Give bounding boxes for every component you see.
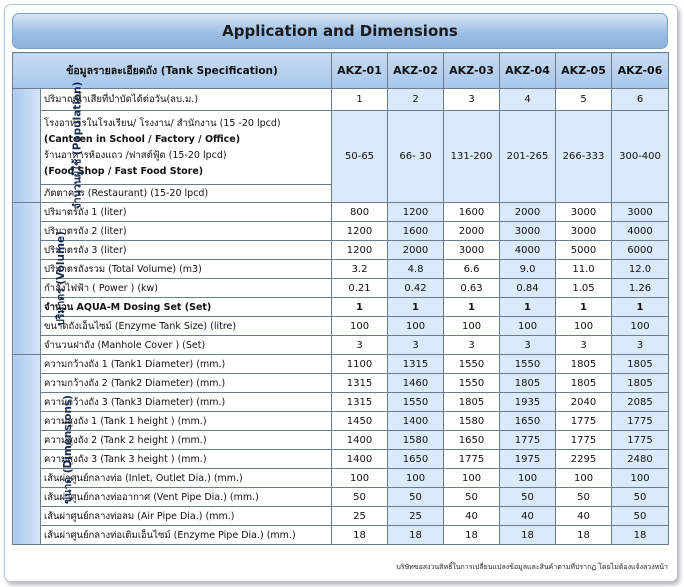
cell-value: 1600 xyxy=(388,222,444,241)
cell-value: 100 xyxy=(500,317,556,336)
cell-value: 12.0 xyxy=(612,260,669,279)
cell-value: 18 xyxy=(388,526,444,545)
table-row xyxy=(13,355,669,374)
row-label: ความกว้างถัง 2 (Tank2 Diameter) (mm.) xyxy=(41,374,332,393)
table-row xyxy=(13,298,669,317)
cell-value: 9.0 xyxy=(500,260,556,279)
cell-value: 1650 xyxy=(500,412,556,431)
row-label: ความสูงถัง 1 (Tank 1 height ) (mm.) xyxy=(41,412,332,431)
group-label: ขนาด (Dimensions) xyxy=(61,395,74,504)
cell-value: 1.05 xyxy=(556,279,612,298)
row-label: เส้นผ่าศูนย์กลางท่อเติมเอ็นไซม์ (Enzyme Pipe Dia.) (mm.) xyxy=(41,526,332,545)
cell-value: 3000 xyxy=(612,203,669,222)
cell-value: 1580 xyxy=(388,431,444,450)
cell-value: 5 xyxy=(556,89,612,111)
cell-value: 3 xyxy=(332,336,388,355)
cell-value: 1650 xyxy=(388,450,444,469)
table-row xyxy=(13,111,669,185)
cell-value: 1 xyxy=(444,298,500,317)
cell-value: 1805 xyxy=(612,374,669,393)
table-row xyxy=(13,393,669,412)
row-label: ขนาดถังเอ็นไซม์ (Enzyme Tank Size) (litre) xyxy=(41,317,332,336)
cell-value: 1400 xyxy=(388,412,444,431)
cell-value: 4 xyxy=(500,89,556,111)
cell-value: 5000 xyxy=(556,241,612,260)
cell-value: 6000 xyxy=(612,241,669,260)
cell-value: 3000 xyxy=(444,241,500,260)
cell-value: 2480 xyxy=(612,450,669,469)
row-label: เส้นผ่าศูนย์กลางท่อ (Inlet, Outlet Dia.) (mm.) xyxy=(41,469,332,488)
cell-value: 3 xyxy=(444,89,500,111)
model-header: AKZ-03 xyxy=(444,53,500,89)
cell-value: 50-65 xyxy=(332,111,388,203)
cell-value: 100 xyxy=(332,469,388,488)
cell-value: 50 xyxy=(556,488,612,507)
cell-value: 50 xyxy=(388,488,444,507)
cell-value: 1550 xyxy=(444,374,500,393)
model-header: AKZ-05 xyxy=(556,53,612,89)
cell-value: 3 xyxy=(444,336,500,355)
table-row xyxy=(13,317,669,336)
table-row xyxy=(13,203,669,222)
cell-value: 0.21 xyxy=(332,279,388,298)
row-label: ปริมาตรถัง 2 (liter) xyxy=(41,222,332,241)
cell-value: 0.42 xyxy=(388,279,444,298)
table-row xyxy=(13,507,669,526)
cell-value: 1775 xyxy=(612,431,669,450)
cell-value: 1580 xyxy=(444,412,500,431)
model-header: AKZ-04 xyxy=(500,53,556,89)
row-label: ความสูงถัง 3 (Tank 3 height ) (mm.) xyxy=(41,450,332,469)
model-header: AKZ-06 xyxy=(612,53,669,89)
table-row xyxy=(13,431,669,450)
cell-value: 100 xyxy=(556,317,612,336)
cell-value: 3.2 xyxy=(332,260,388,279)
cell-value: 100 xyxy=(388,469,444,488)
cell-value: 3000 xyxy=(556,203,612,222)
cell-value: 1 xyxy=(500,298,556,317)
cell-value: 6.6 xyxy=(444,260,500,279)
cell-value: 1775 xyxy=(556,431,612,450)
table-row xyxy=(13,469,669,488)
cell-value: 1775 xyxy=(500,431,556,450)
row-label: กำลังไฟฟ้า ( Power ) (kw) xyxy=(41,279,332,298)
cell-value: 0.84 xyxy=(500,279,556,298)
table-row xyxy=(13,260,669,279)
cell-value: 1775 xyxy=(444,450,500,469)
cell-value: 1 xyxy=(612,298,669,317)
row-label: ความกว้างถัง 1 (Tank1 Diameter) (mm.) xyxy=(41,355,332,374)
cell-value: 18 xyxy=(612,526,669,545)
cell-value: 1315 xyxy=(332,374,388,393)
cell-value: 1 xyxy=(556,298,612,317)
cell-value: 1400 xyxy=(332,450,388,469)
cell-value: 1 xyxy=(332,298,388,317)
cell-value: 800 xyxy=(332,203,388,222)
cell-value: 3 xyxy=(556,336,612,355)
cell-value: 50 xyxy=(332,488,388,507)
cell-value: 50 xyxy=(444,488,500,507)
cell-value: 0.63 xyxy=(444,279,500,298)
model-header: AKZ-01 xyxy=(332,53,388,89)
cell-value: 2295 xyxy=(556,450,612,469)
group-label: ปริมาตร (Volume) xyxy=(54,231,67,326)
cell-value: 1600 xyxy=(444,203,500,222)
cell-value: 201-265 xyxy=(500,111,556,203)
footer-note: บริษัทขอสงวนสิทธิ์ในการเปลี่ยนแปลงข้อมูลและสินค้าตามที่ปรากฏ โดยไม่ต้องแจ้งล่วงหน้า xyxy=(396,563,668,571)
cell-value: 1200 xyxy=(388,203,444,222)
cell-value: 4.8 xyxy=(388,260,444,279)
row-label: เส้นผ่าศูนย์กลางท่อลม (Air Pipe Dia.) (mm.) xyxy=(41,507,332,526)
table-row xyxy=(13,374,669,393)
cell-value: 2 xyxy=(388,89,444,111)
cell-value: 1400 xyxy=(332,431,388,450)
spec-header: ข้อมูลรายละเอียดถัง (Tank Specification) xyxy=(13,53,332,89)
cell-value: 18 xyxy=(332,526,388,545)
cell-value: 1550 xyxy=(444,355,500,374)
row-label: ปริมาตรถัง 1 (liter) xyxy=(41,203,332,222)
cell-value: 50 xyxy=(500,488,556,507)
cell-value: 50 xyxy=(612,488,669,507)
row-label: ภัตตาคาร (Restaurant) (15-20 lpcd) xyxy=(41,185,332,203)
cell-value: 1200 xyxy=(332,241,388,260)
cell-value: 1935 xyxy=(500,393,556,412)
cell-value: 2085 xyxy=(612,393,669,412)
table-row xyxy=(13,222,669,241)
cell-value: 50 xyxy=(612,507,669,526)
cell-value: 1460 xyxy=(388,374,444,393)
group-volume xyxy=(13,203,67,355)
users-line: โรงอาหารในโรงเรียน/ โรงงาน/ สำนักงาน (15 -20 lpcd) xyxy=(44,117,281,129)
cell-value: 100 xyxy=(444,469,500,488)
users-line: (Canteen in School / Factory / Office) xyxy=(44,133,241,145)
cell-value: 1805 xyxy=(556,355,612,374)
cell-value: 40 xyxy=(556,507,612,526)
table-row xyxy=(13,279,669,298)
table-row xyxy=(13,488,669,507)
cell-value: 100 xyxy=(332,317,388,336)
cell-value: 2000 xyxy=(388,241,444,260)
row-label: ปริมาณน้ำเสียที่บำบัดได้ต่อวัน(ลบ.ม.) xyxy=(41,89,332,111)
cell-value: 18 xyxy=(500,526,556,545)
model-header: AKZ-02 xyxy=(388,53,444,89)
cell-value: 1315 xyxy=(388,355,444,374)
cell-value: 6 xyxy=(612,89,669,111)
cell-value: 1805 xyxy=(556,374,612,393)
cell-value: 3000 xyxy=(500,222,556,241)
cell-value: 1200 xyxy=(332,222,388,241)
cell-value: 100 xyxy=(444,317,500,336)
cell-value: 1805 xyxy=(444,393,500,412)
cell-value: 1 xyxy=(332,89,388,111)
table-row xyxy=(13,241,669,260)
users-line: (Food Shop / Fast Food Store) xyxy=(44,165,204,177)
cell-value: 100 xyxy=(556,469,612,488)
cell-value: 300-400 xyxy=(612,111,669,203)
cell-value: 4000 xyxy=(500,241,556,260)
table-row xyxy=(13,89,669,111)
cell-value: 3 xyxy=(388,336,444,355)
cell-value: 1100 xyxy=(332,355,388,374)
cell-value: 1975 xyxy=(500,450,556,469)
cell-value: 2040 xyxy=(556,393,612,412)
cell-value: 100 xyxy=(500,469,556,488)
table-row xyxy=(13,450,669,469)
spec-table xyxy=(12,52,669,545)
cell-value: 1650 xyxy=(444,431,500,450)
cell-value: 266-333 xyxy=(556,111,612,203)
cell-value: 25 xyxy=(332,507,388,526)
table-row xyxy=(13,526,669,545)
table-row xyxy=(13,336,669,355)
cell-value: 40 xyxy=(500,507,556,526)
cell-value: 18 xyxy=(444,526,500,545)
cell-value: 11.0 xyxy=(556,260,612,279)
row-label: ความกว้างถัง 3 (Tank3 Diameter) (mm.) xyxy=(41,393,332,412)
page-title: Application and Dimensions xyxy=(12,13,668,49)
row-label: จำนวน AQUA-M Dosing Set (Set) xyxy=(41,298,332,317)
row-label: เส้นผ่าศูนย์กลางท่ออากาศ (Vent Pipe Dia.) (mm.) xyxy=(41,488,332,507)
cell-value: 1550 xyxy=(500,355,556,374)
cell-value: 40 xyxy=(444,507,500,526)
cell-value: 3 xyxy=(500,336,556,355)
cell-value: 1550 xyxy=(388,393,444,412)
cell-value: 4000 xyxy=(612,222,669,241)
cell-value: 2000 xyxy=(500,203,556,222)
cell-value: 1.26 xyxy=(612,279,669,298)
users-line: ร้านอาหารห้องแถว /ฟาสต์ฟู้ด (15-20 lpcd) xyxy=(44,149,227,161)
cell-value: 100 xyxy=(612,469,669,488)
cell-value: 1 xyxy=(388,298,444,317)
group-dimensions xyxy=(13,355,74,545)
cell-value: 1775 xyxy=(612,412,669,431)
cell-value: 1805 xyxy=(612,355,669,374)
cell-value: 3000 xyxy=(556,222,612,241)
row-label: ความสูงถัง 2 (Tank 2 height ) (mm.) xyxy=(41,431,332,450)
group-label: จำนวนผู้ใช้ (Population) xyxy=(71,81,84,210)
header-row xyxy=(13,53,669,89)
cell-value: 131-200 xyxy=(444,111,500,203)
cell-value: 25 xyxy=(388,507,444,526)
cell-value: 66- 30 xyxy=(388,111,444,203)
row-label: จำนวนฝาถัง (Manhole Cover ) (Set) xyxy=(41,336,332,355)
cell-value: 18 xyxy=(556,526,612,545)
group-population xyxy=(13,81,84,210)
cell-value: 100 xyxy=(388,317,444,336)
table-row xyxy=(13,412,669,431)
cell-value: 1805 xyxy=(500,374,556,393)
cell-value: 1315 xyxy=(332,393,388,412)
cell-value: 100 xyxy=(612,317,669,336)
row-label: ปริมาตรถัง 3 (liter) xyxy=(41,241,332,260)
cell-value: 2000 xyxy=(444,222,500,241)
cell-value: 1450 xyxy=(332,412,388,431)
cell-value: 3 xyxy=(612,336,669,355)
row-label: ปริมาตรถังรวม (Total Volume) (m3) xyxy=(41,260,332,279)
cell-value: 1775 xyxy=(556,412,612,431)
